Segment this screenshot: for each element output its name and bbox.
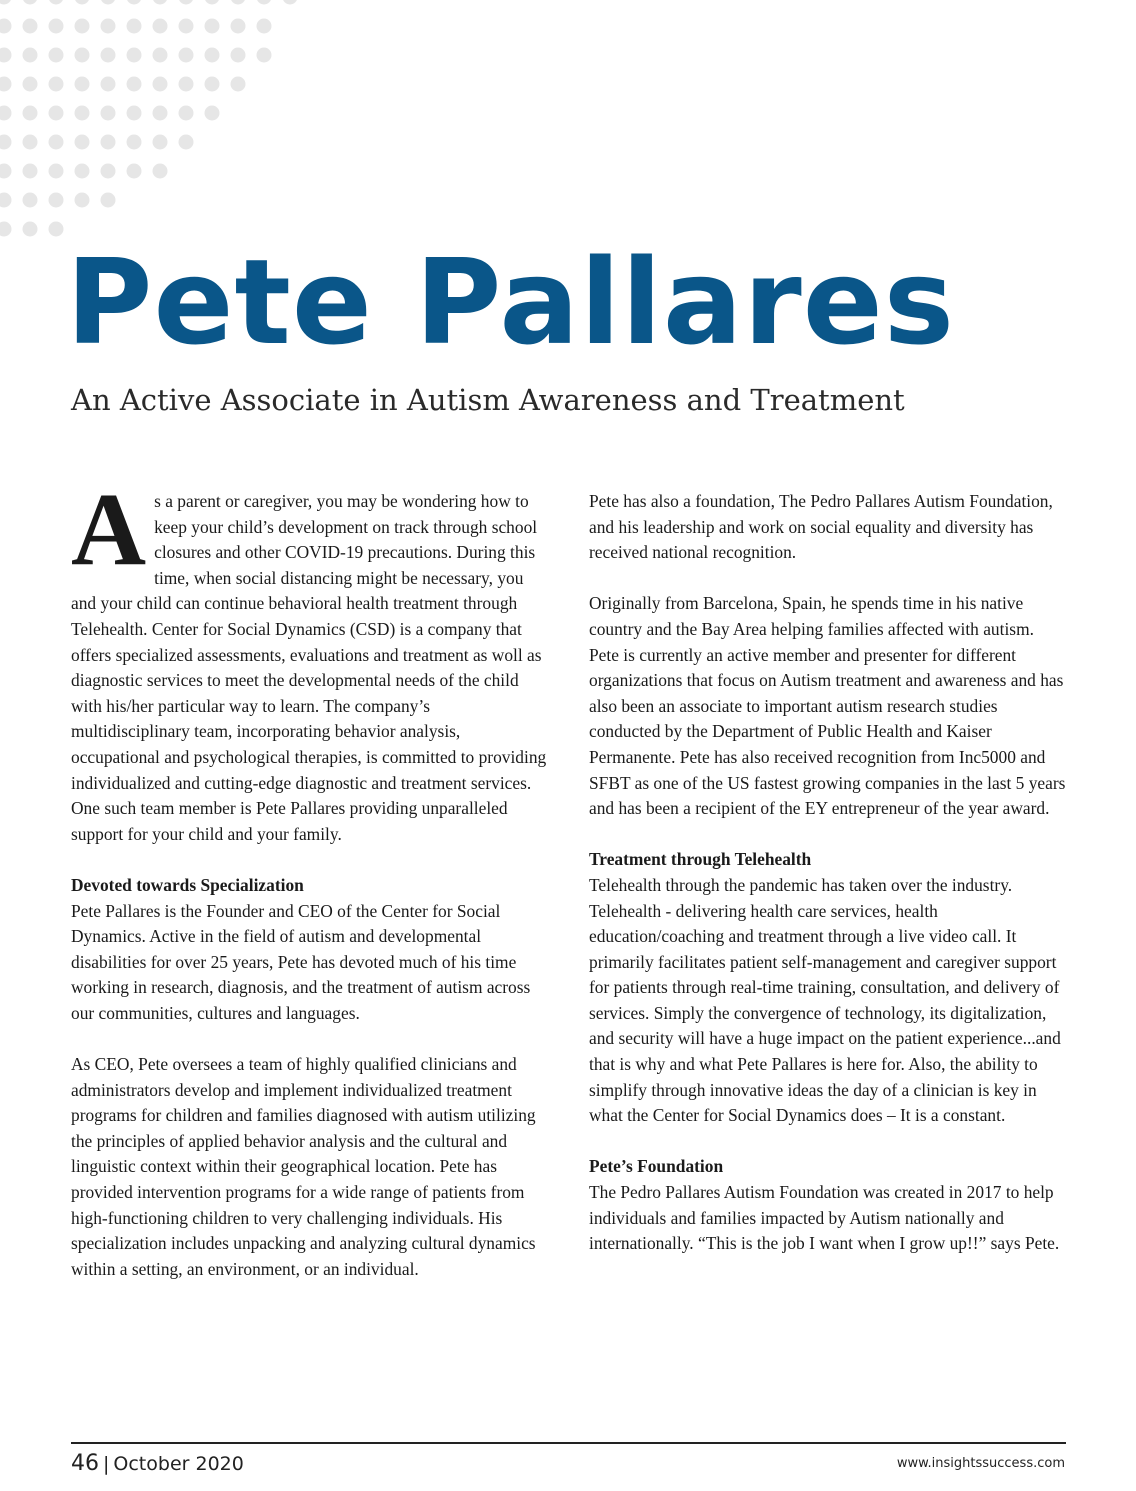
- decorative-dot: [153, 135, 168, 150]
- paragraph-foundation-intro: Pete has also a foundation, The Pedro Pallares Autism Foundation, and his leadership and work on social equality and diversity has received national recognition.: [589, 491, 1053, 563]
- decorative-dot: [0, 106, 12, 121]
- decorative-dot: [23, 164, 38, 179]
- decorative-dot: [0, 77, 12, 92]
- article-subtitle: An Active Associate in Autism Awareness and Treatment: [71, 383, 905, 417]
- intro-text: s a parent or caregiver, you may be wondering how to keep your child’s development on track through school closures and other COVID-19 precautions. During this time, when social distancing might be necessary, you and your child can continue behavioral health treatment through Telehealth. Center for Social Dynamics (CSD) is a company that offers specialized assessments, evaluations and treatment as woll as diagnostic services to meet the developmental needs of the child with his/her particular way to learn. The company’s multidisciplinary team, incorporating behavior analysis, occupational and psychological therapies, is committed to providing individualized and cutting-edge diagnostic and treatment services. One such team member is Pete Pallares providing unparalleled support for your child and your family.: [71, 491, 547, 844]
- decorative-dot: [179, 77, 194, 92]
- decorative-dot: [205, 48, 220, 63]
- intro-paragraph: [71, 472, 549, 847]
- paragraph-barcelona: Originally from Barcelona, Spain, he spends time in his native country and the Bay Area helping families affected with autism. Pete is currently an active member and presenter for different organizations that focus on Autism treatment and awareness and has also been an associate to important autism research studies conducted by the Department of Public Health and Kaiser Permanente. Pete has also received recognition from Inc5000 and SFBT as one of the US fastest growing companies in the last 5 years and has been a recipient of the EY entrepreneur of the year award.: [589, 593, 1066, 819]
- decorative-dot: [49, 19, 64, 34]
- decorative-dot: [0, 193, 12, 208]
- decorative-dot: [101, 164, 116, 179]
- decorative-dot: [153, 48, 168, 63]
- decorative-dot: [231, 77, 246, 92]
- decorative-dot: [101, 135, 116, 150]
- decorative-dot: [75, 164, 90, 179]
- decorative-dot: [179, 19, 194, 34]
- decorative-dot: [179, 135, 194, 150]
- decorative-dot: [49, 164, 64, 179]
- paragraph-telehealth: Telehealth through the pandemic has taken over the industry. Telehealth - delivering health care services, health education/coaching and treatment through a live video call. It primarily facilitates patient self-management and caregiver support for patients through real-time training, consultation, and delivery of services. Simply the convergence of technology, its digitalization, and security will have a huge impact on the patient experience...and that is why and what Pete Pallares is here for. Also, the ability to simplify through innovative ideas the day of a clinician is key in what the Center for Social Dynamics does – It is a constant.: [589, 874, 1061, 1126]
- decorative-dot: [127, 164, 142, 179]
- decorative-dot: [0, 164, 12, 179]
- decorative-dot: [0, 48, 12, 63]
- decorative-dot: [75, 48, 90, 63]
- decorative-dot: [283, 0, 298, 5]
- footer-separator: |: [103, 1453, 110, 1475]
- right-column: [589, 489, 1067, 1282]
- decorative-dot: [153, 19, 168, 34]
- decorative-dot: [75, 19, 90, 34]
- section-heading-foundation: Pete’s Foundation: [589, 1156, 724, 1177]
- page-number: 46: [71, 1451, 99, 1476]
- decorative-dot: [0, 0, 12, 5]
- decorative-dot: [127, 19, 142, 34]
- decorative-dot: [23, 77, 38, 92]
- decorative-dot: [257, 19, 272, 34]
- decorative-dot: [101, 106, 116, 121]
- decorative-dot: [101, 48, 116, 63]
- paragraph-foundation: The Pedro Pallares Autism Foundation was created in 2017 to help individuals and families impacted by Autism nationally and internationally. “This is the job I want when I grow up!!” says Pete.: [589, 1182, 1060, 1254]
- decorative-dot: [101, 193, 116, 208]
- section-heading-specialization: Devoted towards Specialization: [71, 874, 304, 895]
- decorative-dot: [153, 77, 168, 92]
- decorative-dot: [231, 48, 246, 63]
- decorative-dot: [75, 106, 90, 121]
- decorative-dot: [23, 193, 38, 208]
- decorative-dot: [23, 48, 38, 63]
- paragraph-founder: Pete Pallares is the Founder and CEO of the Center for Social Dynamics. Active in the field of autism and developmental disabilities for over 25 years, Pete has devoted much of his time working in research, diagnosis, and the treatment of autism across our communities, cultures and languages.: [71, 900, 531, 1023]
- decorative-dot: [75, 135, 90, 150]
- decorative-dot: [49, 135, 64, 150]
- decorative-dot: [179, 48, 194, 63]
- decorative-dot: [257, 48, 272, 63]
- decorative-dot: [49, 222, 64, 237]
- article-title: Pete Pallares: [66, 233, 955, 371]
- decorative-dot: [23, 0, 38, 5]
- decorative-dot: [205, 0, 220, 5]
- decorative-dot: [23, 222, 38, 237]
- decorative-dot: [75, 0, 90, 5]
- decorative-dot: [49, 193, 64, 208]
- paragraph-ceo: As CEO, Pete oversees a team of highly qualified clinicians and administrators develop and implement individualized treatment programs for children and families diagnosed with autism utilizing the principles of applied behavior analysis and the cultural and linguistic context within their geographical location. Pete has provided intervention programs for a wide range of patients from high-functioning children to very challenging individuals. His specialization includes unpacking and analyzing cultural dynamics within a setting, an environment, or an individual.: [71, 1054, 536, 1279]
- decorative-dot: [49, 77, 64, 92]
- decorative-dot: [179, 106, 194, 121]
- decorative-dot: [49, 106, 64, 121]
- decorative-dot: [23, 135, 38, 150]
- decorative-dot: [49, 0, 64, 5]
- decorative-dot: [127, 135, 142, 150]
- issue-date: October 2020: [113, 1453, 244, 1475]
- decorative-dot: [205, 19, 220, 34]
- footer-page-info: [71, 1451, 244, 1477]
- decorative-dot: [127, 106, 142, 121]
- decorative-dot: [205, 77, 220, 92]
- decorative-dot: [231, 19, 246, 34]
- decorative-dot: [75, 193, 90, 208]
- decorative-dot: [127, 48, 142, 63]
- decorative-dot: [0, 19, 12, 34]
- decorative-dot: [0, 222, 12, 237]
- decorative-dot: [127, 77, 142, 92]
- decorative-dot: [153, 106, 168, 121]
- decorative-dot: [127, 0, 142, 5]
- decorative-dot: [101, 19, 116, 34]
- section-heading-telehealth: Treatment through Telehealth: [589, 849, 812, 870]
- decorative-dot: [101, 77, 116, 92]
- decorative-dot: [205, 106, 220, 121]
- footer-divider: [71, 1442, 1066, 1444]
- decorative-dot: [257, 0, 272, 5]
- decorative-dot: [49, 48, 64, 63]
- decorative-dot: [23, 19, 38, 34]
- decorative-dot: [101, 0, 116, 5]
- drop-cap: A: [71, 472, 147, 587]
- decorative-dot: [153, 0, 168, 5]
- footer-website: www.insightssuccess.com: [896, 1456, 1065, 1471]
- left-column: [71, 472, 549, 1308]
- decorative-dot: [0, 135, 12, 150]
- decorative-dot: [75, 77, 90, 92]
- decorative-dot: [231, 0, 246, 5]
- decorative-dot: [23, 106, 38, 121]
- decorative-dot: [153, 164, 168, 179]
- decorative-dot: [179, 0, 194, 5]
